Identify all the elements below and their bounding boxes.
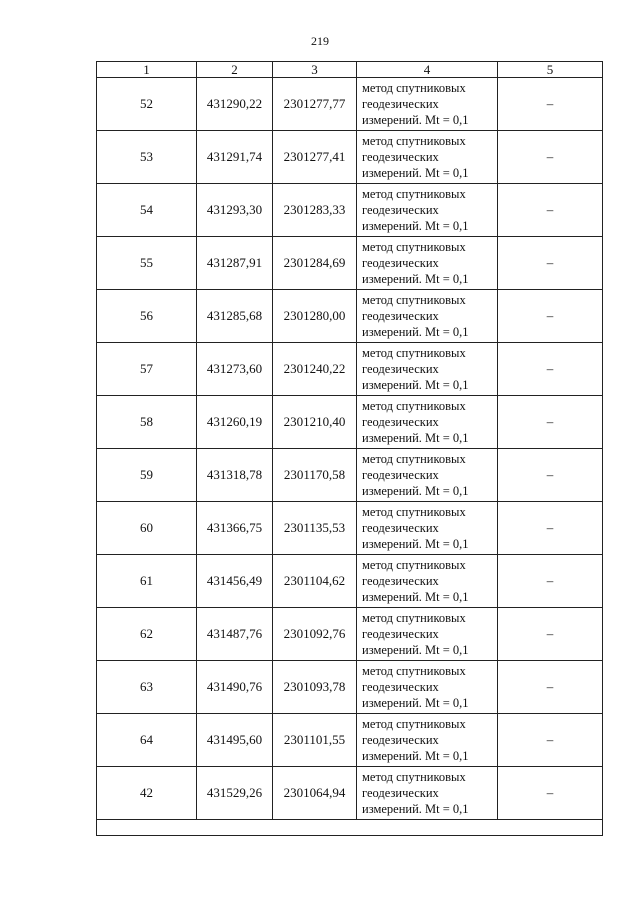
method-line: метод спутниковых — [362, 399, 466, 413]
point-number-cell: 63 — [97, 661, 197, 714]
method-line: метод спутниковых — [362, 293, 466, 307]
note-cell: – — [498, 290, 603, 343]
coordinates-table — [96, 61, 603, 836]
table-row — [97, 502, 603, 555]
table-row — [97, 714, 603, 767]
table-body — [97, 78, 603, 836]
method-line: измерений. Mt = 0,1 — [362, 325, 469, 339]
point-number-cell: 60 — [97, 502, 197, 555]
method-line: метод спутниковых — [362, 717, 466, 731]
note-cell: – — [498, 131, 603, 184]
note-cell: – — [498, 237, 603, 290]
method-line: метод спутниковых — [362, 770, 466, 784]
method-line: геодезических — [362, 680, 439, 694]
y-coordinate-cell: 2301284,69 — [273, 237, 357, 290]
x-coordinate-cell: 431291,74 — [197, 131, 273, 184]
note-cell: – — [498, 78, 603, 131]
note-cell: – — [498, 502, 603, 555]
method-line: измерений. Mt = 0,1 — [362, 590, 469, 604]
table-row — [97, 555, 603, 608]
method-line: измерений. Mt = 0,1 — [362, 802, 469, 816]
table-row — [97, 449, 603, 502]
y-coordinate-cell: 2301280,00 — [273, 290, 357, 343]
y-coordinate-cell: 2301277,77 — [273, 78, 357, 131]
table-row — [97, 767, 603, 820]
note-cell: – — [498, 767, 603, 820]
method-line: геодезических — [362, 468, 439, 482]
method-line: геодезических — [362, 415, 439, 429]
method-line: метод спутниковых — [362, 134, 466, 148]
method-cell — [357, 343, 498, 396]
note-cell: – — [498, 343, 603, 396]
y-coordinate-cell: 2301240,22 — [273, 343, 357, 396]
table-row — [97, 608, 603, 661]
method-line: измерений. Mt = 0,1 — [362, 749, 469, 763]
method-cell — [357, 449, 498, 502]
note-cell: – — [498, 714, 603, 767]
method-line: метод спутниковых — [362, 505, 466, 519]
point-number-cell: 61 — [97, 555, 197, 608]
column-header-2: 2 — [197, 62, 273, 78]
method-line: измерений. Mt = 0,1 — [362, 431, 469, 445]
method-cell — [357, 131, 498, 184]
x-coordinate-cell: 431285,68 — [197, 290, 273, 343]
x-coordinate-cell: 431529,26 — [197, 767, 273, 820]
column-header-3: 3 — [273, 62, 357, 78]
point-number-cell: 57 — [97, 343, 197, 396]
point-number-cell: 59 — [97, 449, 197, 502]
method-line: измерений. Mt = 0,1 — [362, 113, 469, 127]
method-line: измерений. Mt = 0,1 — [362, 484, 469, 498]
method-cell — [357, 237, 498, 290]
method-line: измерений. Mt = 0,1 — [362, 166, 469, 180]
method-line: метод спутниковых — [362, 611, 466, 625]
x-coordinate-cell: 431495,60 — [197, 714, 273, 767]
method-line: геодезических — [362, 362, 439, 376]
page-number: 219 — [311, 34, 329, 48]
method-cell — [357, 767, 498, 820]
note-cell: – — [498, 608, 603, 661]
method-line: геодезических — [362, 256, 439, 270]
note-cell: – — [498, 396, 603, 449]
method-line: измерений. Mt = 0,1 — [362, 643, 469, 657]
table-row — [97, 184, 603, 237]
point-number-cell: 52 — [97, 78, 197, 131]
header-row — [97, 62, 603, 78]
column-header-4: 4 — [357, 62, 498, 78]
empty-cell — [97, 820, 603, 836]
y-coordinate-cell: 2301283,33 — [273, 184, 357, 237]
point-number-cell: 62 — [97, 608, 197, 661]
note-cell: – — [498, 661, 603, 714]
method-line: геодезических — [362, 150, 439, 164]
table-row — [97, 343, 603, 396]
method-cell — [357, 661, 498, 714]
column-header-5: 5 — [498, 62, 603, 78]
method-line: геодезических — [362, 733, 439, 747]
y-coordinate-cell: 2301101,55 — [273, 714, 357, 767]
table-row — [97, 78, 603, 131]
y-coordinate-cell: 2301210,40 — [273, 396, 357, 449]
method-line: измерений. Mt = 0,1 — [362, 272, 469, 286]
method-cell — [357, 555, 498, 608]
y-coordinate-cell: 2301064,94 — [273, 767, 357, 820]
method-line: геодезических — [362, 574, 439, 588]
x-coordinate-cell: 431318,78 — [197, 449, 273, 502]
method-cell — [357, 396, 498, 449]
method-line: геодезических — [362, 521, 439, 535]
method-line: измерений. Mt = 0,1 — [362, 696, 469, 710]
method-line: геодезических — [362, 97, 439, 111]
method-line: метод спутниковых — [362, 558, 466, 572]
table-row — [97, 661, 603, 714]
x-coordinate-cell: 431366,75 — [197, 502, 273, 555]
point-number-cell: 53 — [97, 131, 197, 184]
x-coordinate-cell: 431456,49 — [197, 555, 273, 608]
point-number-cell: 42 — [97, 767, 197, 820]
note-cell: – — [498, 555, 603, 608]
y-coordinate-cell: 2301104,62 — [273, 555, 357, 608]
method-line: измерений. Mt = 0,1 — [362, 378, 469, 392]
method-line: метод спутниковых — [362, 240, 466, 254]
point-number-cell: 64 — [97, 714, 197, 767]
x-coordinate-cell: 431290,22 — [197, 78, 273, 131]
y-coordinate-cell: 2301093,78 — [273, 661, 357, 714]
table-row — [97, 131, 603, 184]
table-row — [97, 290, 603, 343]
method-line: геодезических — [362, 786, 439, 800]
point-number-cell: 58 — [97, 396, 197, 449]
y-coordinate-cell: 2301170,58 — [273, 449, 357, 502]
empty-row — [97, 820, 603, 836]
method-cell — [357, 78, 498, 131]
table-row — [97, 237, 603, 290]
x-coordinate-cell: 431490,76 — [197, 661, 273, 714]
table-header — [97, 62, 603, 78]
y-coordinate-cell: 2301092,76 — [273, 608, 357, 661]
method-line: метод спутниковых — [362, 452, 466, 466]
method-line: измерений. Mt = 0,1 — [362, 219, 469, 233]
method-line: геодезических — [362, 203, 439, 217]
point-number-cell: 54 — [97, 184, 197, 237]
method-line: метод спутниковых — [362, 346, 466, 360]
x-coordinate-cell: 431273,60 — [197, 343, 273, 396]
x-coordinate-cell: 431260,19 — [197, 396, 273, 449]
method-line: геодезических — [362, 627, 439, 641]
y-coordinate-cell: 2301135,53 — [273, 502, 357, 555]
y-coordinate-cell: 2301277,41 — [273, 131, 357, 184]
point-number-cell: 55 — [97, 237, 197, 290]
method-cell — [357, 184, 498, 237]
method-cell — [357, 290, 498, 343]
note-cell: – — [498, 449, 603, 502]
method-cell — [357, 502, 498, 555]
method-line: метод спутниковых — [362, 187, 466, 201]
table-row — [97, 396, 603, 449]
method-line: метод спутниковых — [362, 81, 466, 95]
note-cell: – — [498, 184, 603, 237]
x-coordinate-cell: 431487,76 — [197, 608, 273, 661]
point-number-cell: 56 — [97, 290, 197, 343]
method-line: геодезических — [362, 309, 439, 323]
method-cell — [357, 714, 498, 767]
x-coordinate-cell: 431293,30 — [197, 184, 273, 237]
method-line: измерений. Mt = 0,1 — [362, 537, 469, 551]
method-cell — [357, 608, 498, 661]
x-coordinate-cell: 431287,91 — [197, 237, 273, 290]
method-line: метод спутниковых — [362, 664, 466, 678]
column-header-1: 1 — [97, 62, 197, 78]
